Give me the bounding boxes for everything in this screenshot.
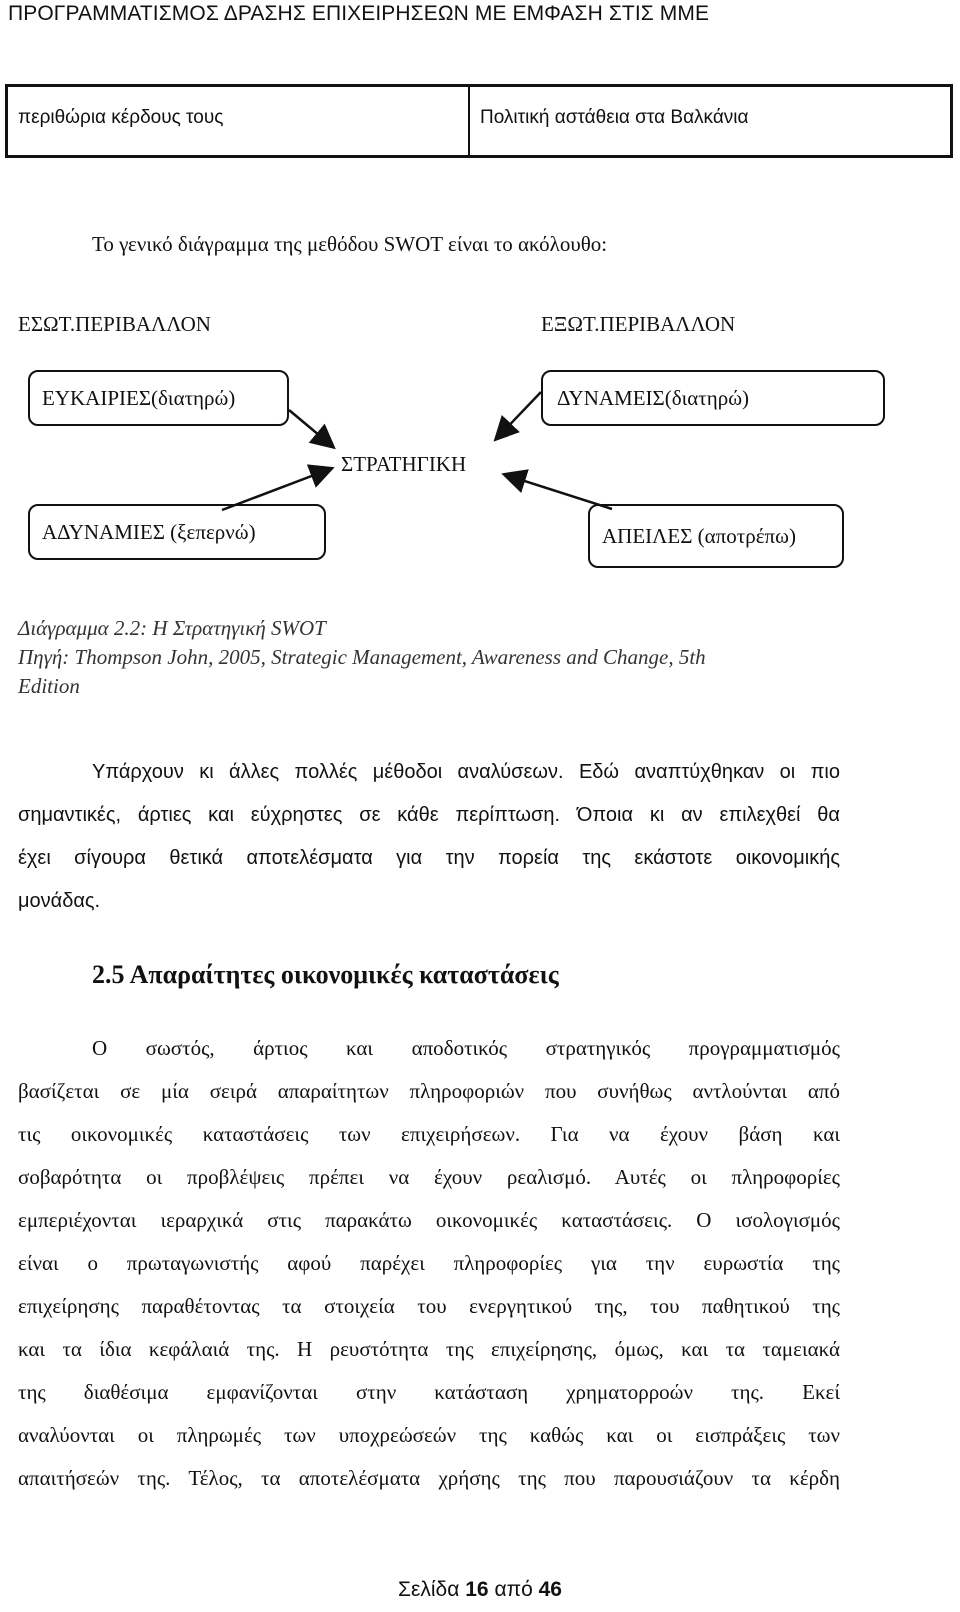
caption-source-line1: Πηγή: Thompson John, 2005, Strategic Management, Awareness and Change, 5th — [18, 645, 706, 669]
paragraph-line: σοβαρότητα οι προβλέψεις πρέπει να έχουν ρεαλισμό. Αυτές οι πληροφορίες — [18, 1165, 840, 1189]
weaknesses-label: ΑΔΥΝΑΜΙΕΣ (ξεπερνώ) — [42, 519, 256, 544]
paragraph-line: απαιτήσεών της. Τέλος, τα αποτελέσματα χρήσης της που παρουσιάζουν τα κέρδη — [18, 1466, 840, 1490]
threats-label: ΑΠΕΙΛΕΣ (αποτρέπω) — [602, 523, 796, 548]
page-header-title: ΠΡΟΓΡΑΜΜΑΤΙΣΜΟΣ ΔΡΑΣΗΣ ΕΠΙΧΕΙΡΗΣΕΩΝ ΜΕ ΕΜΦΑΣΗ ΣΤΙΣ ΜΜΕ — [8, 2, 710, 25]
paragraph-line: εμπεριέχονται ιεραρχικά στις παρακάτω οικονομικές καταστάσεις. Ο ισολογισμός — [18, 1208, 840, 1232]
footer-total-pages: 46 — [538, 1578, 562, 1601]
strategy-label: ΣΤΡΑΤΗΓΙΚΗ — [341, 452, 467, 476]
paragraph-line: είναι ο πρωταγωνιστής αφού παρέχει πληροφορίες για την ευρωστία της — [18, 1251, 840, 1275]
caption-source-line2: Edition — [18, 674, 80, 698]
page-footer — [0, 1578, 960, 1602]
paragraph-line: Υπάρχουν κι άλλες πολλές μέθοδοι αναλύσεων. Εδώ αναπτύχθηκαν οι πιο — [92, 761, 840, 783]
paragraph-line: έχει σίγουρα θετικά αποτελέσματα για την πορεία της εκάστοτε οικονομικής — [18, 847, 840, 869]
footer-middle: από — [494, 1578, 533, 1601]
diagram-intro: Το γενικό διάγραμμα της μεθόδου SWOT είναι το ακόλουθο: — [92, 232, 608, 256]
paragraph-line: επιχείρησης παραθέτοντας τα στοιχεία του ενεργητικού της, του παθητικού της — [18, 1294, 840, 1318]
paragraph-line: τις οικονομικές καταστάσεις των επιχειρήσεων. Για να έχουν βάση και — [18, 1122, 840, 1146]
paragraph-line: αναλύονται οι πληρωμές των υποχρεώσεών της καθώς και οι εισπράξεις των — [18, 1423, 840, 1447]
arrow-weaknesses-to-strategy — [222, 469, 330, 510]
paragraph-line: σημαντικές, άρτιες και εύχρηστες σε κάθε περίπτωση. Όποια κι αν επιλεχθεί θα — [18, 804, 840, 826]
section-heading: 2.5 Απαραίτητες οικονομικές καταστάσεις — [92, 960, 559, 989]
arrow-opportunities-to-strategy — [289, 410, 332, 446]
paragraph-line: Ο σωστός, άρτιος και αποδοτικός στρατηγικός προγραμματισμός — [92, 1036, 840, 1060]
caption-title: Διάγραμμα 2.2: Η Στρατηγική SWOT — [18, 616, 326, 640]
external-environment-label: ΕΞΩΤ.ΠΕΡΙΒΑΛΛΟΝ — [541, 312, 736, 336]
diagram-caption — [18, 614, 938, 701]
paragraph-line: και τα ίδια κεφάλαιά της. Η ρευστότητα της επιχείρησης, όμως, και τα ταμειακά — [18, 1337, 840, 1361]
paragraph-methods — [18, 751, 840, 923]
footer-page-number: 16 — [465, 1578, 489, 1601]
footer-prefix: Σελίδα — [398, 1578, 460, 1601]
diagram-arrows — [0, 0, 960, 620]
table-cell-left: περιθώρια κέρδους τους — [8, 87, 470, 155]
arrow-threats-to-strategy — [506, 475, 612, 509]
arrow-strengths-to-strategy — [497, 392, 541, 438]
opportunities-label: ΕΥΚΑΙΡΙΕΣ(διατηρώ) — [42, 385, 236, 410]
paragraph-financial-statements — [18, 1027, 840, 1500]
internal-environment-label: ΕΣΩΤ.ΠΕΡΙΒΑΛΛΟΝ — [18, 312, 211, 336]
paragraph-line: της διαθέσιμα εμφανίζονται στην κατάσταση χρηματορροών της. Εκεί — [18, 1380, 840, 1404]
table-cell-right: Πολιτική αστάθεια στα Βαλκάνια — [480, 107, 749, 128]
strengths-label: ΔΥΝΑΜΕΙΣ(διατηρώ) — [557, 385, 750, 410]
paragraph-line: βασίζεται σε μία σειρά απαραίτητων πληροφοριών που συνήθως αντλούνται από — [18, 1079, 840, 1103]
paragraph-line: μονάδας. — [18, 890, 101, 912]
